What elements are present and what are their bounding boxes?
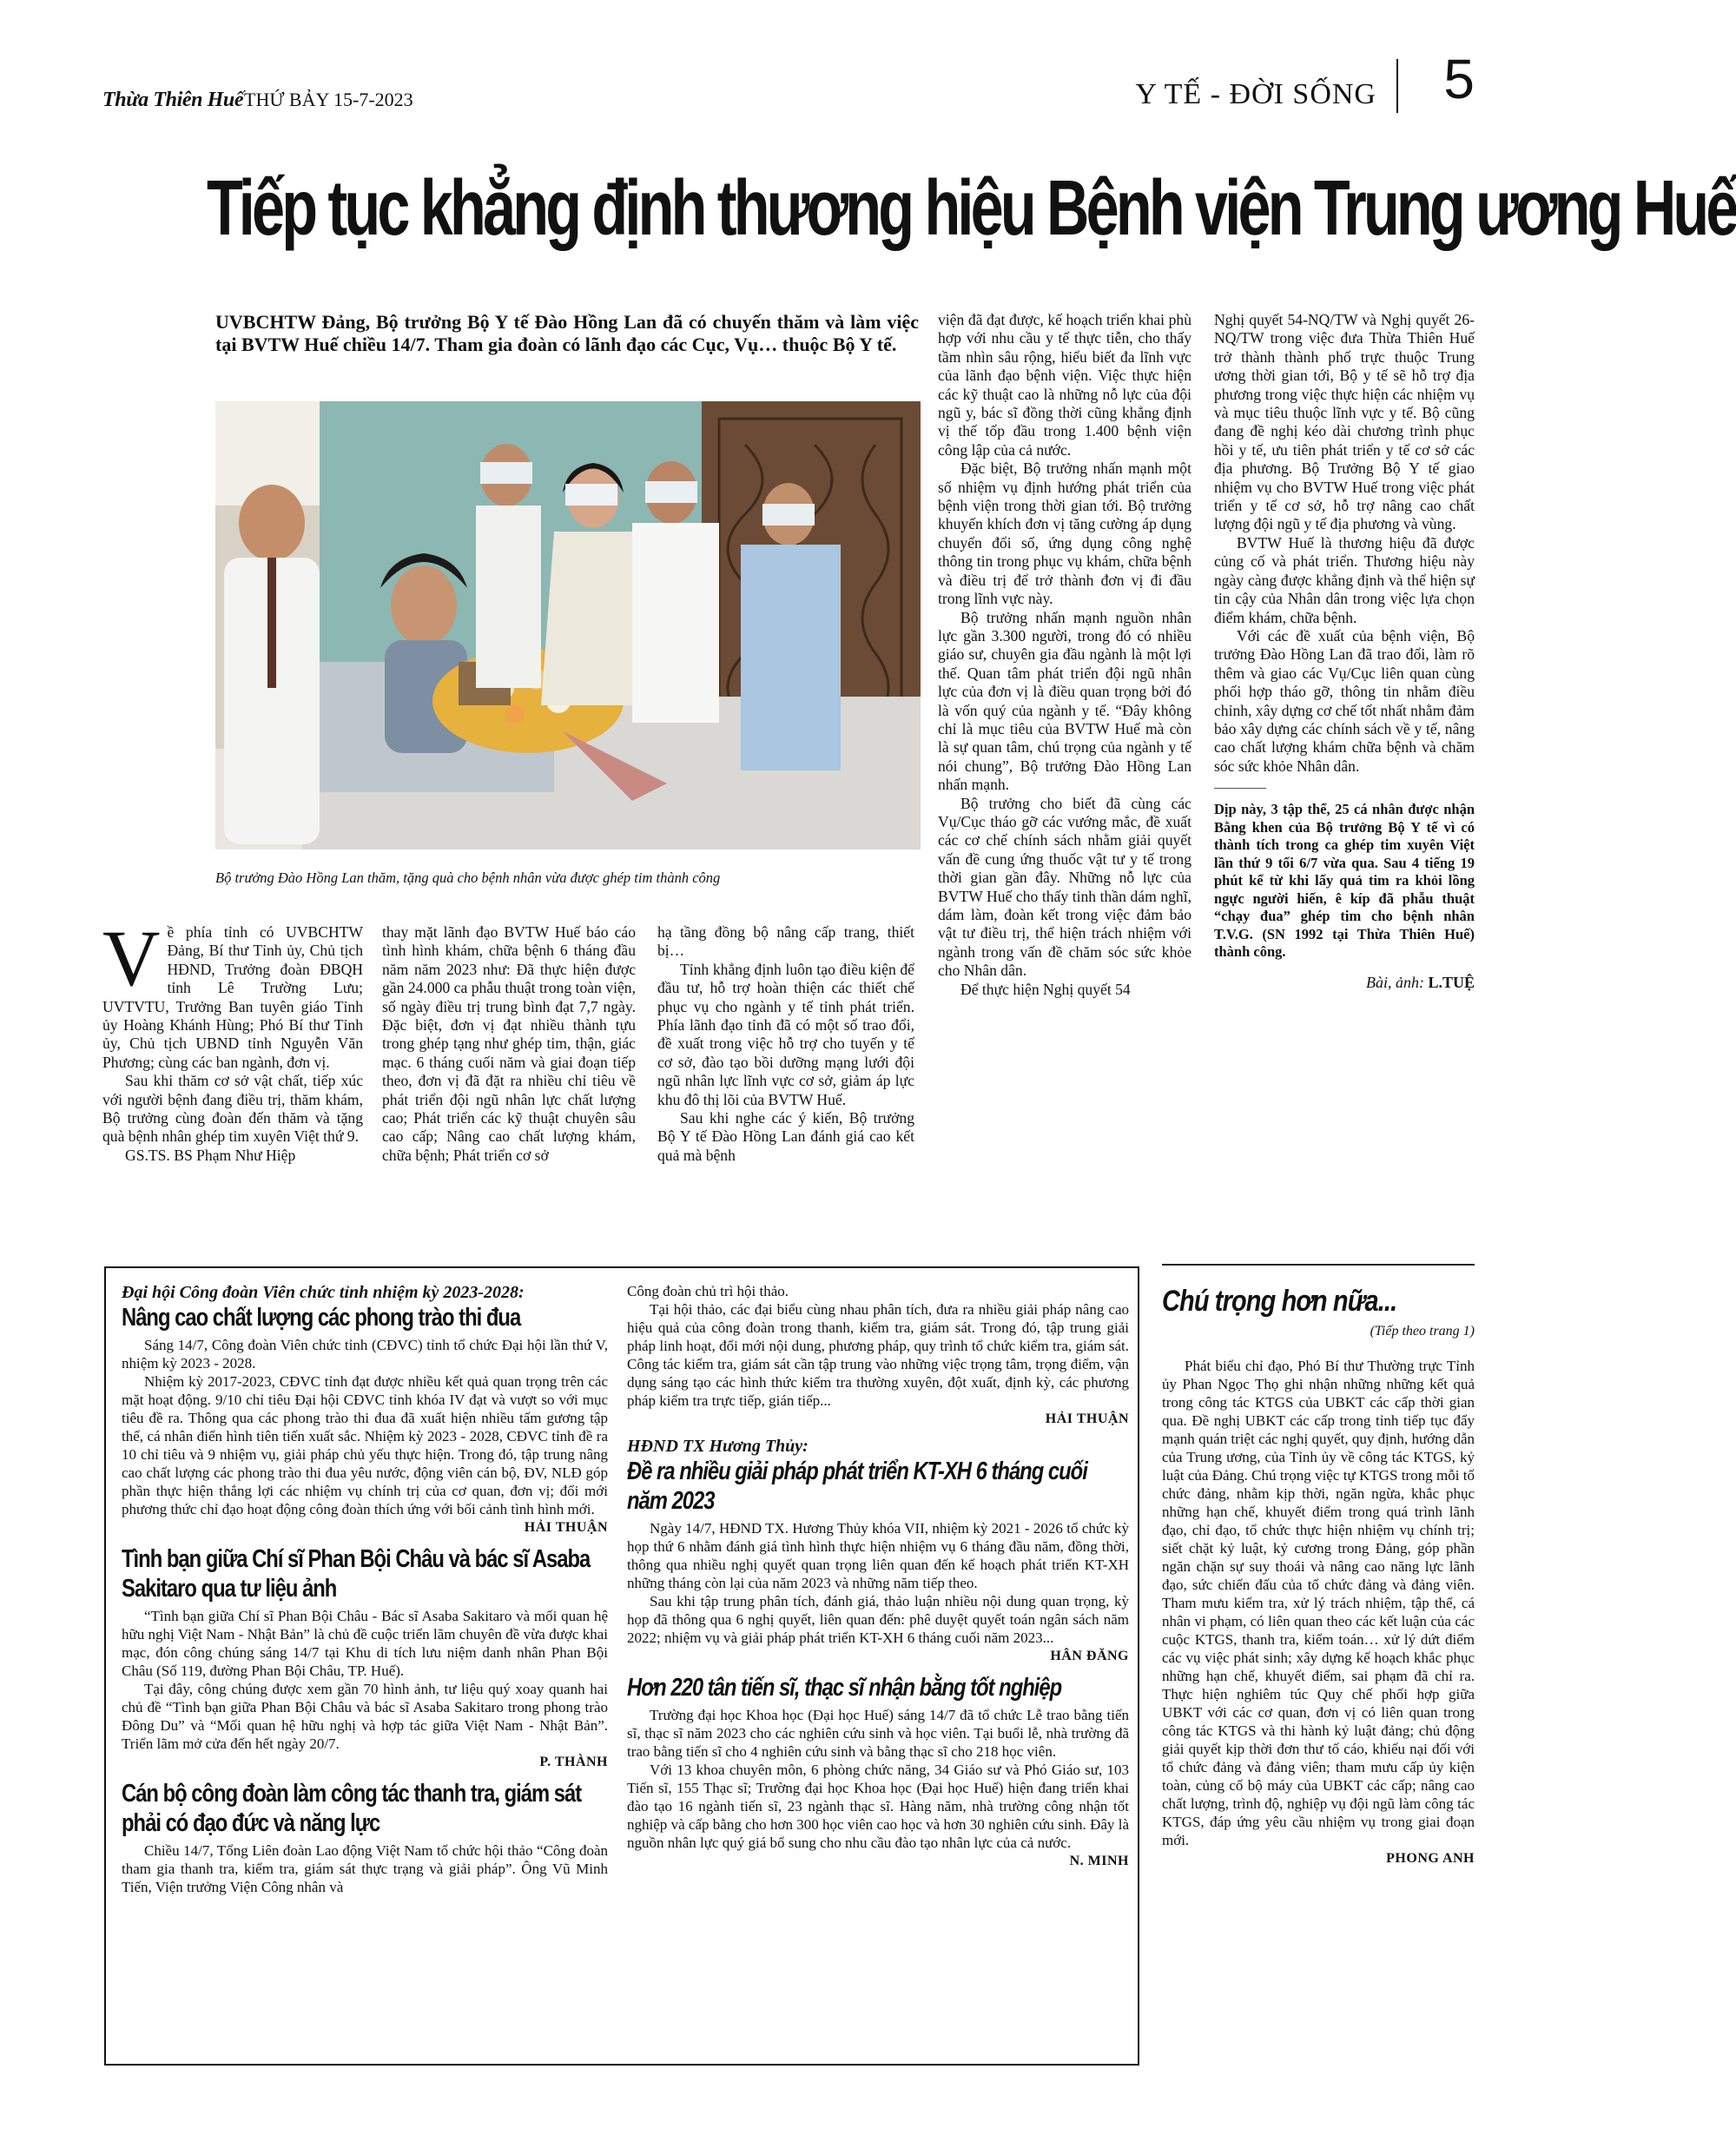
article-sapo: UVBCHTW Đảng, Bộ trưởng Bộ Y tế Đào Hồng Lan đã có chuyến thăm và làm việc tại BVTW Huế chiều 14/7. Tham gia đoàn có lãnh đạo các Cục, Vụ… thuộc Bộ Y tế.	[215, 311, 919, 355]
byline-label: Bài, ảnh:	[1365, 973, 1424, 991]
col1-paragraph-3: GS.TS. BS Phạm Như Hiệp	[125, 1146, 296, 1164]
brief2-paragraph-2: Tại đây, công chúng được xem gần 70 hình ảnh, tư liệu quý xoay quanh hai chủ đề “Tình bạn giữa Phan Bội Châu và bác sĩ Asaba Sakitaro trong phong trào Đông Du” và “Mối quan hệ hữu nghị và hợp tác giữa Việt Nam - Nhật Bản”. Triển lãm mở cửa đến hết ngày 20/7.	[122, 1681, 608, 1752]
brief3-headline: Cán bộ công đoàn làm công tác thanh tra, giám sát phải có đạo đức và năng lực	[122, 1780, 582, 1837]
col5-paragraph-1: Nghị quyết 54-NQ/TW và Nghị quyết 26-NQ/TW trong việc đưa Thừa Thiên Huế trở thành thành phố trực thuộc Trung ương thời gian tới, Bộ y tế sẽ hỗ trợ địa phương trong việc thực hiện các nhiệm vụ và mục tiêu thuộc lĩnh vực y tế. Bộ cũng đang đề nghị kéo dài chương trình phục hồi y tế, ưu tiên phát triển y tế cơ sở các địa phương. Bộ Trưởng Bộ Y tế giao nhiệm vụ cho BVTW Huế trong việc phát triển y tế cơ sở, hỗ trợ nâng cao chất lượng đội ngũ y tế địa phương và vùng.	[1214, 311, 1475, 533]
briefs-right-column	[627, 1282, 1129, 1878]
issue-date: THỨ BẢY 15-7-2023	[244, 89, 413, 110]
divider	[1214, 788, 1266, 789]
briefs-left-column	[122, 1282, 608, 1896]
article-column-4	[938, 311, 1191, 999]
article-column-5	[1214, 311, 1475, 992]
article-column-2	[382, 923, 636, 1165]
brief4-signature: HÂN ĐĂNG	[1050, 1649, 1129, 1663]
brief3-signature: HẢI THUẬN	[1045, 1411, 1129, 1426]
continued-paragraph-1: Phát biểu chỉ đạo, Phó Bí thư Thường trực Tỉnh ủy Phan Ngọc Thọ ghi nhận những những kết quả trong công tác KTGS của UBKT các cấp thời gian qua. Đề nghị UBKT các cấp trong tỉnh tiếp tục đẩy mạnh quán triệt các nghị quyết, quy định, hướng dẫn của Trung ương, của Tỉnh ủy về công tác KTGS, kỷ luật của Đảng. Chú trọng việc tự KTGS trong mỗi tổ chức đảng, nhằm kịp thời, ngăn ngừa, khắc phục những hạn chế, khuyết điểm trong quá trình lãnh đạo, chỉ đạo, tổ chức thực hiện nhiệm vụ chính trị; siết chặt kỷ luật, kỷ cương trong Đảng, góp phần ngăn chặn sự suy thoái và nâng cao năng lực lãnh đạo, sức chiến đấu của tổ chức đảng và đảng viên. Tham mưu kiểm tra, xử lý trách nhiệm, tập thể, cá nhân vi phạm, có liên quan theo các kết luận của các cuộc KTGS, thanh tra, kiểm toán… xử lý dứt điểm các vụ việc phát sinh; xây dựng kế hoạch khắc phục những hạn chế, khuyết điểm, sai phạm đã chỉ ra. Thực hiện nghiêm túc Quy chế phối hợp giữa UBKT với các cơ quan, đơn vị có liên quan trong công tác KTGS và thi hành kỷ luật đảng; chủ động giải quyết kịp thời đơn thư tố cáo, khiếu nại đối với tổ chức đảng và đảng viên; tham mưu cấp ủy kiện toàn, củng cố bộ máy của UBKT các cấp; nâng cao chất lượng, trình độ, nghiệp vụ đội ngũ làm công tác KTGS, đáp ứng yêu cầu nhiệm vụ trong giai đoạn mới.	[1162, 1358, 1475, 1848]
brief4-paragraph-2: Sau khi tập trung phân tích, đánh giá, thảo luận nhiều nội dung quan trọng, kỳ họp đã thông qua 6 nghị quyết, liên quan đến: phê duyệt quyết toán ngân sách năm 2022; nhiệm vụ và giải pháp phát triển KT-XH 6 tháng cuối năm 2023...	[627, 1593, 1129, 1646]
col1-paragraph-2: Sau khi thăm cơ sở vật chất, tiếp xúc với người bệnh đang điều trị, thăm khám, Bộ trưởng cùng đoàn đến thăm và tặng quà bệnh nhân ghép tim xuyên Việt thứ 9.	[102, 1072, 363, 1146]
brief1-paragraph-2: Nhiệm kỳ 2017-2023, CĐVC tỉnh đạt được nhiều kết quả quan trọng trên các mặt hoạt động. 9/10 chỉ tiêu Đại hội CĐVC tỉnh khóa IV đạt và vượt so với mục tiêu đề ra. Thông qua các phong trào thi đua đã xuất hiện nhiều tấm gương tập thể, cá nhân điển hình tiên tiến xuất sắc. Nhiệm kỳ 2023 - 2028, CĐVC tỉnh đề ra 10 chỉ tiêu và 9 nhiệm vụ, giải pháp chủ yếu thực hiện. Trong đó, tập trung nâng cao chất lượng các phong trào thi đua yêu nước, động viên cán bộ, ĐV, NLĐ góp phần thực hiện thắng lợi các nhiệm vụ chính trị của cơ quan, đơn vị; đổi mới phương thức chỉ đạo hoạt động công đoàn thích ứng với bối cảnh tình hình mới.	[122, 1373, 608, 1517]
brief2-headline: Tình bạn giữa Chí sĩ Phan Bội Châu và bác sĩ Asaba Sakitaro qua tư liệu ảnh	[122, 1545, 591, 1603]
article-photo	[215, 401, 921, 849]
brief1-signature: HẢI THUẬN	[524, 1520, 608, 1535]
news-briefs-box	[104, 1266, 1139, 2066]
continued-headline: Chú trọng hơn nữa...	[1162, 1285, 1397, 1318]
hospital-visit-photo-icon	[215, 401, 921, 849]
brief4-headline: Đề ra nhiều giải pháp phát triển KT-XH 6 tháng cuối năm 2023	[627, 1458, 1087, 1515]
col4-paragraph-2: Đặc biệt, Bộ trưởng nhấn mạnh một số nhiệm vụ định hướng phát triển của bệnh viện trong thời gian tới. Bộ trưởng khuyến khích đơn vị tăng cường áp dụng chuyển đổi số, ứng dụng công nghệ thông tin trong phục vụ khám, chữa bệnh và điều trị để trở thành đơn vị đi đầu trong lĩnh vực này.	[938, 459, 1191, 608]
brief1-paragraph-1: Sáng 14/7, Công đoàn Viên chức tỉnh (CĐVC) tỉnh tổ chức Đại hội lần thứ V, nhiệm kỳ 2023 - 2028.	[122, 1337, 608, 1372]
page-header	[102, 48, 1475, 122]
brief4-paragraph-1: Ngày 14/7, HĐND TX. Hương Thủy khóa VII, nhiệm kỳ 2021 - 2026 tổ chức kỳ họp thứ 6 nhằm đánh giá tình hình thực hiện nhiệm vụ 6 tháng đầu năm, đồng thời, thông qua nhiều nghị quyết quan trọng liên quan đến kế hoạch phát triển KT-XH những tháng còn lại của năm 2023 và những năm tiếp theo.	[627, 1520, 1129, 1591]
col3-paragraph-1: hạ tầng đồng bộ nâng cấp trang, thiết bị…	[657, 923, 914, 960]
col1-paragraph-1: ề phía tỉnh có UVBCHTW Đảng, Bí thư Tỉnh ủy, Chủ tịch HĐND, Trưởng đoàn ĐBQH tỉnh Lê Trường Lưu; UVTVTU, Trưởng Ban tuyên giáo Tỉnh ủy Hoàng Khánh Hùng; Phó Bí thư Tỉnh ủy, Chủ tịch UBND tỉnh Nguyễn Văn Phương; cùng các ban ngành, đơn vị.	[102, 923, 363, 1071]
brief5-paragraph-2: Với 13 khoa chuyên môn, 6 phòng chức năng, 34 Giáo sư và Phó Giáo sư, 103 Tiến sĩ, 155 Thạc sĩ; Trường đại học Khoa học (Đại học Huế) hiện đang triển khai đào tạo 16 ngành tiến sĩ, 23 ngành thạc sĩ. Hàng năm, nhà trường công nhận tốt nghiệp và cấp bằng cho hơn 300 học viên cao học và hơn 30 nghiên cứu sinh. Đây là nguồn nhân lực quý giá bổ sung cho nhu cầu đào tạo nhân lực của cả nước.	[627, 1762, 1129, 1851]
col4-paragraph-5: Để thực hiện Nghị quyết 54	[960, 980, 1131, 998]
col5-paragraph-3: Với các đề xuất của bệnh viện, Bộ trưởng Đào Hồng Lan đã trao đổi, làm rõ thêm và giao các Vụ/Cục liên quan cùng phối hợp tháo gỡ, thông tin nhằm điều chỉnh, xây dựng cơ chế tốt nhất nhằm đảm bảo xây dựng các chính sách về y tế, nâng cao chất lượng khám chữa bệnh và chăm sóc sức khỏe Nhân dân.	[1214, 626, 1475, 775]
col3-paragraph-2: Tỉnh khẳng định luôn tạo điều kiện để đầu tư, hỗ trợ hoàn thiện các thiết chế phục vụ cho ngành y tế tỉnh phát triển. Phía lãnh đạo tỉnh đã có một số trao đổi, đề xuất trong việc hỗ trợ cho tuyến y tế cơ sở, đào tạo bồi dưỡng mạng lưới đội ngũ nhân lực lĩnh vực cơ sở, giảm áp lực khu đô thị lõi của BVTW Huế.	[657, 960, 914, 1108]
header-separator	[1396, 59, 1398, 113]
drop-cap: V	[102, 914, 161, 1002]
brief1-headline: Nâng cao chất lượng các phong trào thi đua	[122, 1304, 521, 1332]
byline-author: L.TUỆ	[1428, 973, 1475, 991]
col4-paragraph-4: Bộ trưởng cho biết đã cùng các Vụ/Cục tháo gỡ các vướng mắc, đề xuất các cơ chế chính sách nhằm giải quyết vấn đề cung ứng thuốc vật tư y tế trong thời gian gần đây. Những nỗ lực của BVTW Huế cho thấy tinh thần dám nghĩ, dám làm, đoàn kết trong việc đảm bảo vật tư điều trị, thể hiện trách nhiệm với ngành trong vấn đề chăm sóc sức khỏe cho Nhân dân.	[938, 794, 1191, 980]
paper-name: Thừa Thiên Huế	[102, 89, 244, 111]
brief3-paragraph-2: Công đoàn chủ trì hội thảo.	[627, 1283, 789, 1299]
col5-paragraph-2: BVTW Huế là thương hiệu đã được củng cố và phát triển. Thương hiệu này ngày càng được khẳng định và thể hiện sự tin cậy của Nhân dân trong việc lựa chọn điểm khám, chữa bệnh.	[1214, 533, 1475, 626]
brief2-signature: P. THÀNH	[539, 1755, 608, 1769]
photo-caption: Bộ trưởng Đào Hồng Lan thăm, tặng quà cho bệnh nhân vừa được ghép tim thành công	[215, 869, 721, 886]
continued-signature: PHONG ANH	[1386, 1851, 1475, 1866]
brief3-paragraph-1: Chiều 14/7, Tổng Liên đoàn Lao động Việt Nam tổ chức hội thảo “Công đoàn tham gia thanh tra, kiểm tra, giám sát thực trạng và giải pháp”. Ông Vũ Minh Tiến, Viện trưởng Viện Công nhân và	[122, 1842, 608, 1895]
main-headline: Tiếp tục khẳng định thương hiệu Bệnh viện Trung ương Huế	[207, 165, 1736, 252]
col4-paragraph-1: viện đã đạt được, kế hoạch triển khai phù hợp với nhu cầu y tế thực tiễn, cho thấy tầm nhìn sâu rộng, hiểu biết đa lĩnh vực của lãnh đạo bệnh viện. Việc thực hiện các kỹ thuật cao là những nỗ lực của đội ngũ y, bác sĩ đồng thời cũng khẳng định vị thế tốp đầu trong 1.400 bệnh viện công lập của cả nước.	[938, 311, 1191, 459]
brief4-kicker: HĐND TX Hương Thủy:	[627, 1437, 809, 1456]
brief1-kicker: Đại hội Công đoàn Viên chức tỉnh nhiệm kỳ 2023-2028:	[122, 1283, 525, 1302]
brief5-signature: N. MINH	[1069, 1854, 1129, 1868]
brief5-headline: Hơn 220 tân tiến sĩ, thạc sĩ nhận bằng tốt nghiệp	[627, 1674, 1062, 1702]
article-column-1	[102, 914, 363, 1165]
article-byline	[1214, 974, 1475, 992]
brief3-paragraph-3: Tại hội thảo, các đại biểu cùng nhau phân tích, đưa ra nhiều giải pháp nâng cao hiệu quả của công đoàn trong thanh, kiểm tra, giám sát. Trong đó, tập trung giải pháp linh hoạt, đổi mới nội dung, phương pháp, quy trình tổ chức kiểm tra, giám sát. Công tác kiểm tra, giám sát cần tập trung vào những việc trọng tâm, trọng điểm, vận dụng sáng tạo các hình thức kiểm tra thường xuyên, đột xuất, định kỳ, các phương pháp kiểm tra trực tiếp, gián tiếp...	[627, 1301, 1129, 1409]
col3-paragraph-3: Sau khi nghe các ý kiến, Bộ trưởng Bộ Y tế Đào Hồng Lan đánh giá cao kết quả mà bệnh	[657, 1109, 914, 1164]
article-column-3	[657, 923, 914, 1165]
horizontal-rule	[1162, 1264, 1475, 1266]
section-title: Y TẾ - ĐỜI SỐNG	[1135, 78, 1376, 110]
brief2-paragraph-1: “Tình bạn giữa Chí sĩ Phan Bội Châu - Bác sĩ Asaba Sakitaro và mối quan hệ hữu nghị Việt Nam - Nhật Bản” là chủ đề cuộc triển lãm chuyên đề vừa được khai mạc, đón công chúng sáng 14/7 tại Khu di tích lưu niệm danh nhân Phan Bội Châu (Số 119, đường Phan Bội Châu, TP. Huế).	[122, 1608, 608, 1679]
continued-from-note: (Tiếp theo trang 1)	[1370, 1324, 1475, 1339]
side-note: Dịp này, 3 tập thể, 25 cá nhân được nhận Bằng khen của Bộ trưởng Bộ Y tế vì có thành tích trong ca ghép tim xuyên Việt lần thứ 9 tối 6/7 vừa qua. Sau 4 tiếng 19 phút kể từ khi lấy quả tim ra khỏi lồng ngực người hiến, ê kíp đã phẫu thuật “chạy đua” ghép tim cho bệnh nhân T.V.G. (SN 1992 tại Thừa Thiên Huế) thành công.	[1214, 801, 1475, 961]
brief5-paragraph-1: Trường đại học Khoa học (Đại học Huế) sáng 14/7 đã tổ chức Lễ trao bằng tiến sĩ, thạc sĩ năm 2023 cho các nghiên cứu sinh và học viên. Tại buổi lễ, nhà trường đã trao bằng tiến sĩ cho 4 nghiên cứu sinh và bằng thạc sĩ cho 218 học viên.	[627, 1707, 1129, 1760]
page-number: 5	[1443, 48, 1475, 110]
col2-paragraph-1: thay mặt lãnh đạo BVTW Huế báo cáo tình hình khám, chữa bệnh 6 tháng đầu năm năm 2023 như: Đã thực hiện được gần 24.000 ca phẫu thuật trong toàn viện, số ngày điều trị trung bình đạt 7,7 ngày. Đặc biệt, đơn vị đạt nhiều thành tựu trong ghép tạng như ghép tim, thận, giác mạc. 6 tháng cuối năm và giai đoạn tiếp theo, đơn vị đã đặt ra nhiều chỉ tiêu về phát triển đội ngũ nhân lực chất lượng cao; Phát triển các kỹ thuật chuyên sâu cao cấp; Nâng cao chất lượng khám, chữa bệnh; Phát triển cơ sở	[382, 923, 636, 1164]
col4-paragraph-3: Bộ trưởng nhấn mạnh nguồn nhân lực gần 3.300 người, trong đó có nhiều giáo sư, chuyên gia đầu ngành là một lợi thế. Quan tâm phát triển đội ngũ nhân lực của đơn vị là điều quan trọng bởi đó là vốn quý của ngành y tế. “Đây không chỉ là mục tiêu của BVTW Huế mà còn là sự quan tâm, chú trọng của ngành y tế nói chung”, Bộ trưởng Đào Hồng Lan nhấn mạnh.	[938, 608, 1191, 794]
continued-article	[1162, 1284, 1475, 1875]
